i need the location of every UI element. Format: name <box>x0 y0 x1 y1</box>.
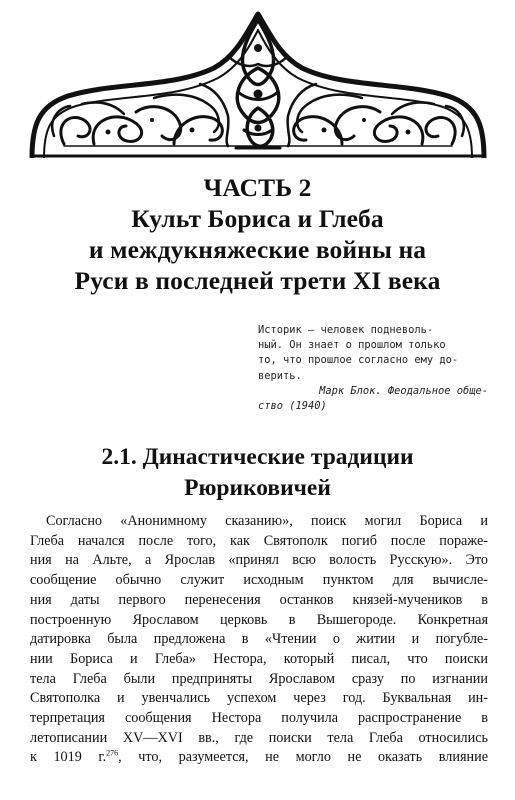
epigraph-quote-line: верить. <box>258 369 302 382</box>
body-line: сообщение обычно служит исходным пунктом для вычисле- <box>30 572 488 589</box>
part-title <box>0 172 515 296</box>
decorative-ornament-headpiece <box>24 8 492 158</box>
body-line: ния на Альте, а Ярослав «принял всю волость Русскую». Это <box>30 552 488 569</box>
body-paragraph <box>30 512 488 768</box>
body-line: построенную Ярославом церковь в Вышегороде. Конкретная <box>30 611 488 628</box>
section-title-line: 2.1. Династические традиции <box>101 444 414 470</box>
body-line: Согласно «Анонимному сказанию», поиск могил Бориса и <box>46 513 488 529</box>
body-line: датировка была предложена в «Чтении о житии и погубле- <box>30 631 488 648</box>
body-line-footnoted <box>30 748 488 768</box>
epigraph <box>258 323 488 414</box>
section-title-line: Рюриковичей <box>184 475 331 501</box>
epigraph-attribution: ство (1940) <box>258 400 327 413</box>
body-line: нии Бориса и Глеба» Нестора, который писал, что поиски <box>30 650 488 667</box>
body-line: летописании XV—XVI вв., где поиски тела Глеба относились <box>30 729 488 746</box>
part-title-line: Культ Бориса и Глеба <box>131 204 384 233</box>
body-line: ния даты первого перенесения останков князей-мучеников в <box>30 591 488 608</box>
part-title-line: и междукняжеские войны на <box>88 235 427 264</box>
body-line-start: к 1019 г. <box>30 749 107 766</box>
body-line: терпретация сообщения Нестора получила распространение в <box>30 710 488 727</box>
epigraph-attribution: Марк Блок. Феодальное обще- <box>319 384 488 397</box>
epigraph-quote-line: ный. Он знает о прошлом только <box>258 339 446 352</box>
body-line: Глеба начался после того, как Святополк погиб после пораже- <box>30 532 488 549</box>
epigraph-quote-line: то, что прошлое согласно ему до- <box>258 354 459 367</box>
part-title-line: ЧАСТЬ 2 <box>203 173 312 202</box>
epigraph-quote-line: Историк — человек подневоль- <box>258 324 434 336</box>
body-line: Святополка и увенчались успехом через год. Буквальная ин- <box>30 690 488 707</box>
footnote-marker[interactable]: 276 <box>106 748 119 758</box>
body-line-end: , что, разумеется, не могло не оказать влияние <box>118 749 488 766</box>
section-title <box>0 442 515 504</box>
part-title-line: Руси в последней трети XI века <box>74 266 441 295</box>
body-line: тела Глеба были предприняты Ярославом сразу по изгнании <box>30 670 488 687</box>
